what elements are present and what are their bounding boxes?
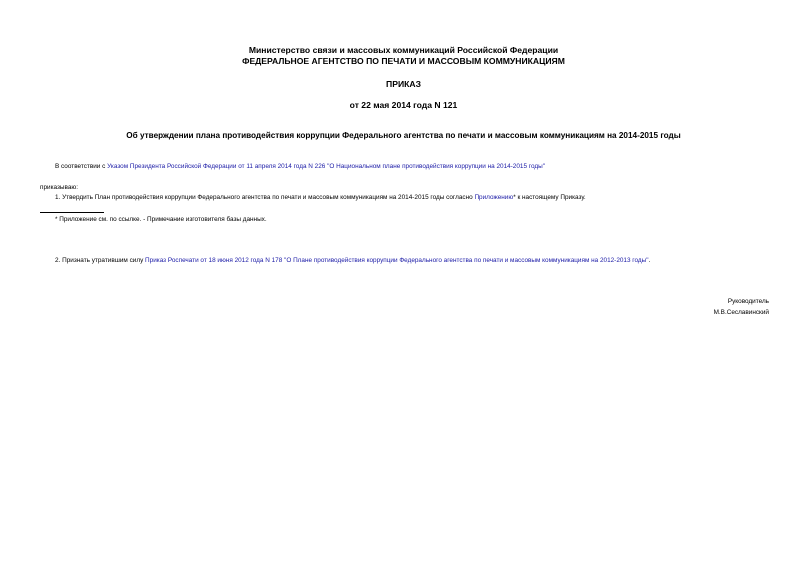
document-date-number: от 22 мая 2014 года N 121	[349, 100, 458, 110]
item-2-paragraph	[55, 257, 650, 265]
signature-position: Руководитель	[727, 298, 769, 305]
order-word: приказываю:	[40, 184, 78, 191]
basis-paragraph	[55, 163, 545, 171]
item-1-text: 1. Утвердить План противодействия коррупции Федерального агентства по печати и массовым коммуникациям на 2014-2015 годы согласно	[55, 194, 475, 201]
appendix-link[interactable]: Приложению	[474, 194, 514, 201]
decree-link[interactable]: Указом Президента Российской Федерации от 11 апреля 2014 года N 226 "О Национальном плане противодействия коррупции на 2014-2015 годы"	[107, 163, 545, 170]
basis-prefix: В соответствии с	[55, 163, 108, 170]
footnote-divider	[40, 212, 104, 213]
agency-name: ФЕДЕРАЛЬНОЕ АГЕНТСТВО ПО ПЕЧАТИ И МАССОВЫМ КОММУНИКАЦИЯМ	[242, 56, 565, 66]
footnote: * Приложение см. по ссылке. - Примечание изготовителя базы данных.	[55, 216, 267, 223]
ministry-name: Министерство связи и массовых коммуникаций Российской Федерации	[248, 45, 559, 55]
document-title: Об утверждении плана противодействия коррупции Федерального агентства по печати и массовым коммуникациям на 2014-2015 годы	[126, 131, 681, 140]
item-2-prefix: 2. Признать утратившим силу	[55, 257, 146, 264]
document-type: ПРИКАЗ	[386, 79, 421, 89]
signature-name: М.В.Сеславинский	[713, 309, 769, 316]
repealed-order-link[interactable]: Приказ Роспечати от 18 июня 2012 года N 178 "О Плане противодействия коррупции Федерального агентства по печати и массовым коммуникациям на 2012-2013 годы"	[145, 257, 649, 264]
item-1-suffix: * к настоящему Приказу.	[513, 194, 586, 201]
item-2-suffix: .	[648, 257, 651, 264]
item-1-paragraph	[55, 194, 586, 202]
